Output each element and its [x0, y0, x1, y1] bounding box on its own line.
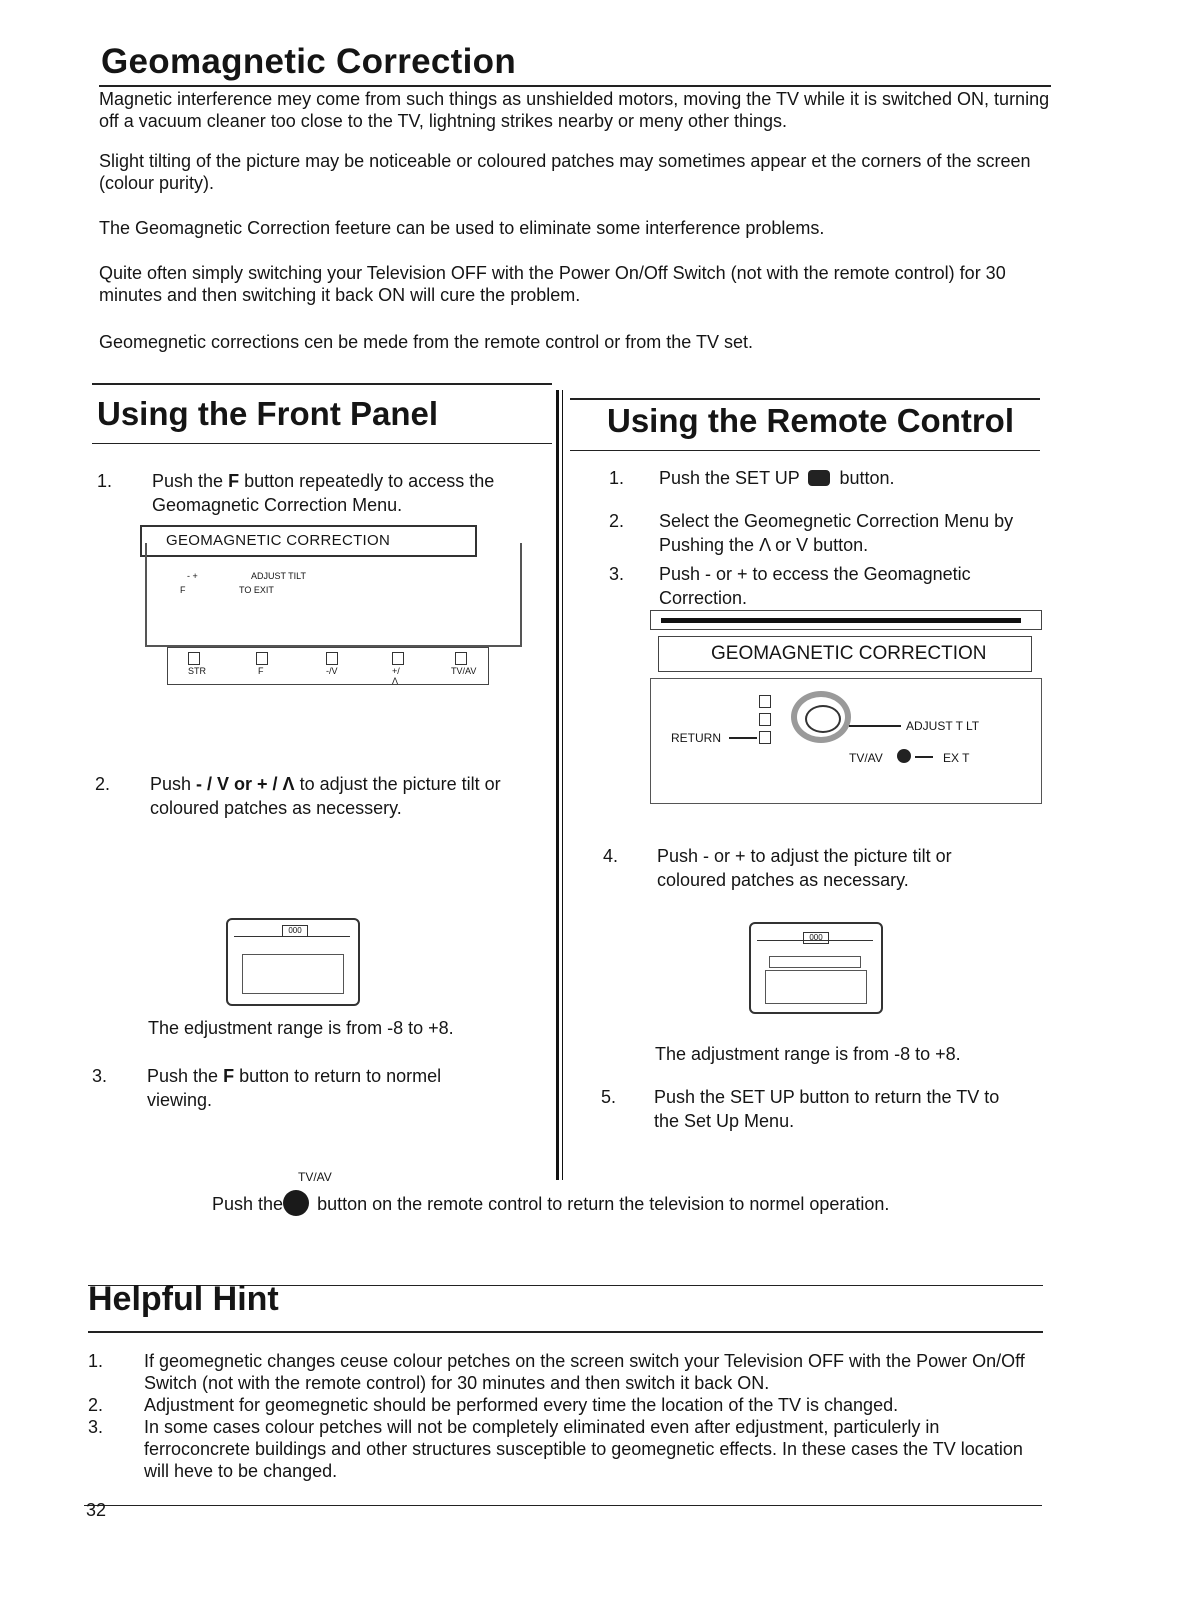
front-panel-top-rule — [92, 383, 552, 385]
remote-key-return[interactable] — [759, 731, 771, 744]
hint-item-2: 2. Adjustment for geomegnetic should be performed every time the location of the TV is changed. — [88, 1395, 899, 1415]
column-divider — [556, 390, 559, 1180]
tvav-button-icon — [283, 1190, 309, 1216]
f-key: F — [228, 471, 240, 491]
footer-note: Push the button on the remote control to return the television to normel operation. — [212, 1190, 889, 1216]
remote-thumb-counter: 000 — [803, 932, 829, 944]
thumb-counter: 000 — [282, 925, 308, 937]
intro-paragraph-1: Magnetic interference mey come from such things as unshielded motors, moving the TV while it is switched ON, turning off a vacuum cleaner too close to the TV, lightning strikes nearby or meny other things. — [99, 89, 1050, 131]
remote-osd-illustration — [650, 610, 1042, 805]
hint-item-1: 1. If geomegnetic changes ceuse colour petches on the screen switch your Television OFF with the Power On/Off Switch (not with the remote control) for 30 minutes and then switch it back ON. — [88, 1351, 1025, 1393]
remote-heading: Using the Remote Control — [607, 402, 1015, 439]
joystick-ring-icon[interactable] — [791, 691, 851, 743]
remote-top-rule — [570, 398, 1040, 400]
remote-step-2: 2. Select the Geomegnetic Correction Menu by Pushing the Λ or V button. — [609, 511, 1014, 555]
setup-button-icon — [808, 470, 830, 486]
remote-heading-rule — [570, 450, 1040, 451]
remote-step-3: 3. Push - or + to eccess the Geomagnetic Correction. — [609, 564, 971, 608]
thumb-screen — [242, 954, 344, 994]
intro-paragraph-4: Quite often simply switching your Television OFF with the Power On/Off Switch (not with the remote control) for 30 minutes and then switching it back ON will cure the problem. — [99, 263, 1006, 305]
page-number: 32 — [86, 1500, 107, 1520]
column-divider-inner — [562, 390, 563, 1180]
remote-osd-title-bar — [658, 636, 1032, 672]
front-panel-heading: Using the Front Panel — [97, 395, 439, 432]
intro-paragraph-2: Slight tilting of the picture may be noticeable or coloured patches may sometimes appear et the corners of the screen (colour purity). — [99, 151, 1031, 193]
osd-screen: - + ADJUST TILT F TO EXIT — [145, 543, 522, 647]
remote-osd-screen — [650, 678, 1042, 804]
remote-tv-thumbnail — [749, 922, 883, 1014]
front-panel-buttons: STR F -/V +/Λ TV/AV — [167, 647, 489, 685]
title-rule — [99, 85, 1051, 87]
adjust-keys: - / V or + / Λ — [196, 774, 295, 794]
osd-exit-label: TO EXIT — [239, 585, 274, 595]
ext-label: EX T — [943, 751, 970, 765]
osd-title: GEOMAGNETIC CORRECTION — [166, 532, 391, 549]
front-range-text: The edjustment range is from -8 to +8. — [148, 1018, 454, 1038]
tvav-label: TV/AV — [849, 751, 883, 765]
front-panel-heading-rule — [92, 443, 552, 444]
intro-paragraph-3: The Geomagnetic Correction feeture can be used to eliminate some interference problems. — [99, 218, 825, 238]
hint-heading-rule — [88, 1331, 1043, 1333]
hint-heading: Helpful Hint — [88, 1280, 279, 1318]
remote-key-down[interactable] — [759, 713, 771, 726]
front-panel-osd-illustration — [140, 525, 525, 690]
front-step-2: 2. Push - / V or + / Λ to adjust the picture tilt or coloured patches as necessery. — [95, 774, 501, 818]
footer-tvav-label: TV/AV — [298, 1170, 332, 1184]
page-bottom-rule — [84, 1505, 1042, 1506]
front-step-3: 3. Push the F button to return to normel viewing. — [92, 1066, 442, 1110]
return-label: RETURN — [671, 731, 721, 745]
adjust-tilt-label: ADJUST T LT — [906, 719, 980, 733]
osd-adjust-label: ADJUST TILT — [251, 571, 307, 581]
hint-item-3: 3. In some cases colour petches will not be completely eliminated even after edjustment, particulerly in ferroconcrete buildings and other structures susceptible to geomegnetic effects. In these cases the TV location will heve to be changed. — [88, 1417, 1023, 1481]
osd-top-bar — [650, 610, 1042, 630]
remote-range-text: The adjustment range is from -8 to +8. — [655, 1044, 961, 1064]
remote-key-up[interactable] — [759, 695, 771, 708]
page-title: Geomagnetic Correction — [101, 42, 517, 81]
front-panel-tv-thumbnail — [226, 918, 360, 1006]
remote-step-1: 1. Push the SET UP button. — [609, 468, 895, 488]
intro-paragraph-5: Geomegnetic corrections cen be mede from the remote control or from the TV set. — [99, 332, 753, 352]
remote-osd-title: GEOMAGNETIC CORRECTION — [711, 643, 987, 664]
remote-step-4: 4. Push - or + to adjust the picture tilt or coloured patches as necessary. — [603, 846, 952, 890]
f-key-return: F — [223, 1066, 235, 1086]
step-number: 1. — [97, 471, 113, 491]
remote-step-5: 5. Push the SET UP button to return the TV to the Set Up Menu. — [601, 1087, 1000, 1131]
front-step-1: 1. Push the F button repeatedly to access the Geomagnetic Correction Menu. — [97, 471, 495, 515]
tvav-button-icon[interactable] — [897, 749, 911, 763]
